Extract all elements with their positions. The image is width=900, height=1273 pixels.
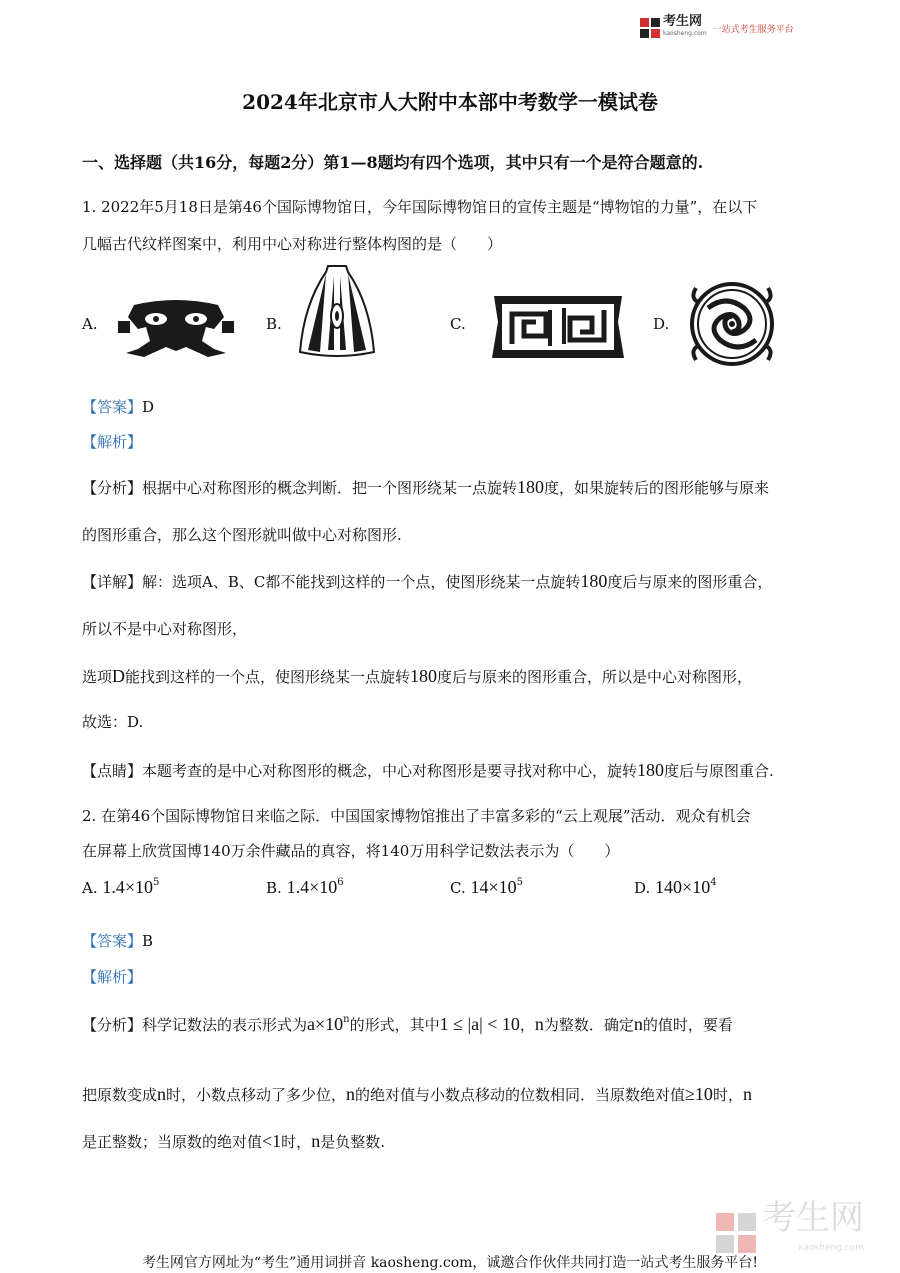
option-a-mask-pattern-image <box>114 297 238 359</box>
q1-xiangjie-line3: 选项D能找到这样的一个点，使图形绕某一点旋转180度后与原来的图形重合，所以是中心对称图形， <box>82 666 753 686</box>
q1-answer: 【答案】D <box>82 398 155 416</box>
q2-fenxi-line3: 是正整数；当原数的绝对值<1时，n是负整数. <box>82 1131 385 1151</box>
q2-fenxi-line1: 【分析】科学记数法的表示形式为$a\times 10^n$的形式，其中1 ≤ |a| < 10，n为整数．确定n的值时，要看 <box>82 1014 733 1034</box>
q1-stem-line2: 几幅古代纹样图案中，利用中心对称进行整体构图的是（ ） <box>82 235 503 253</box>
q2-analysis-label: 【解析】 <box>82 968 143 986</box>
q1-option-a-label: A. <box>82 315 98 333</box>
logo-text: 考生网 kaosheng.com <box>663 14 707 37</box>
header-slogan: 一站式考生服务平台 <box>712 24 794 35</box>
q1-xiangjie-line2: 所以不是中心对称图形， <box>82 620 248 638</box>
option-d-circular-dragon-pattern-image <box>686 278 778 370</box>
page-footer: 考生网官方网址为“考生”通用词拼音 kaosheng.com，诚邀合作伙伴共同打造一站式考生服务平台! <box>141 1255 759 1271</box>
q2-answer: 【答案】B <box>82 932 154 950</box>
q1-fenxi-line2: 的图形重合，那么这个图形就叫做中心对称图形. <box>82 526 402 544</box>
section-heading: 一、选择题（共16分，每题2分）第1—8题均有四个选项，其中只有一个是符合题意的. <box>82 153 704 172</box>
q2-option-c: C. $14\times 10^5$ <box>450 877 524 897</box>
q1-stem-line1: 1. 2022年5月18日是第46个国际博物馆日，今年国际博物馆日的宣传主题是“博物馆的力量”，在以下 <box>82 198 758 216</box>
watermark: 考生网 kaosheng.com <box>716 1203 864 1263</box>
q1-fenxi-line1: 【分析】根据中心对称图形的概念判断．把一个图形绕某一点旋转180度，如果旋转后的图形能够与原来 <box>82 477 770 497</box>
q2-stem-line2: 在屏幕上欣赏国博140万余件藏品的真容，将140万用科学记数法表示为（ ） <box>82 842 620 860</box>
document-title: 2024年北京市人大附中本部中考数学一模试卷 <box>242 90 658 114</box>
watermark-logo-icon <box>716 1213 756 1253</box>
kaosheng-logo-icon <box>640 18 660 38</box>
site-logo[interactable] <box>640 14 794 39</box>
q1-analysis-label: 【解析】 <box>82 433 143 451</box>
q1-option-d-label: D. <box>653 315 670 333</box>
q1-dianjing: 【点睛】本题考查的是中心对称图形的概念，中心对称图形是要寻找对称中心，旋转180度后与原图重合. <box>82 760 774 780</box>
q2-option-d: D. $140\times 10^4$ <box>634 877 717 897</box>
q1-option-b-label: B. <box>266 315 282 333</box>
option-b-vase-pattern-image <box>298 264 376 358</box>
q2-fenxi-line2: 把原数变成n时，小数点移动了多少位，n的绝对值与小数点移动的位数相同．当原数绝对值≥10时，n <box>82 1084 752 1104</box>
q2-stem-line1: 2. 在第46个国际博物馆日来临之际．中国国家博物馆推出了丰富多彩的“云上观展”活动．观众有机会 <box>82 807 751 825</box>
q1-xiangjie-line1: 【详解】解：选项A、B、C都不能找到这样的一个点，使图形绕某一点旋转180度后与原来的图形重合， <box>82 571 773 591</box>
q2-option-b: B. $1.4\times 10^6$ <box>266 877 344 897</box>
option-c-bronze-pattern-image <box>488 292 628 362</box>
q1-xiangjie-line4: 故选：D. <box>82 713 144 731</box>
q2-option-a: A. $1.4\times 10^5$ <box>82 877 160 897</box>
q1-option-c-label: C. <box>450 315 466 333</box>
